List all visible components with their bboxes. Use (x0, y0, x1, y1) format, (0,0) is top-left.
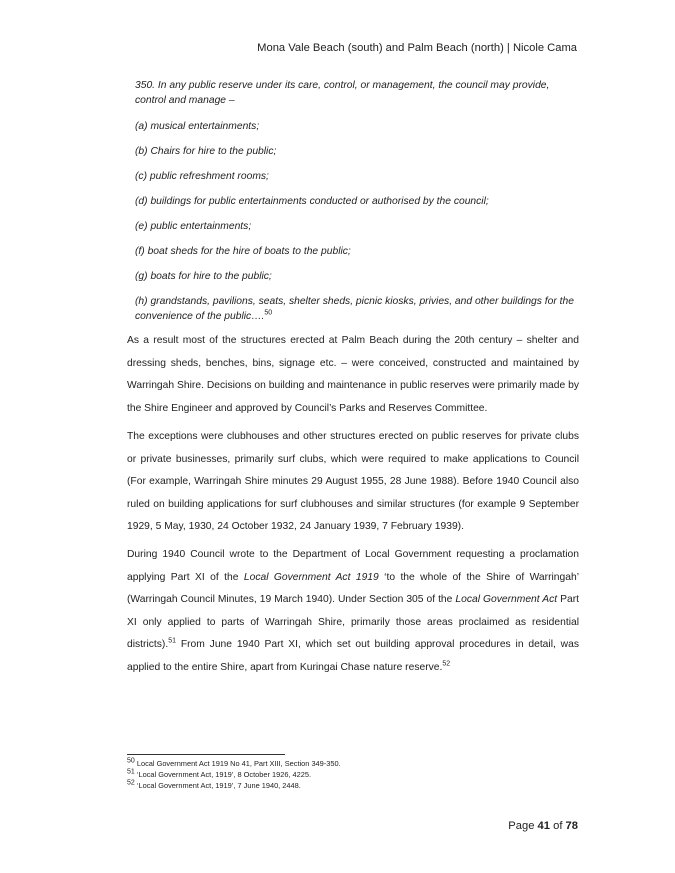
footnote-number: 50 (127, 757, 135, 765)
quote-item-h (135, 295, 575, 324)
paragraph-3-text-4: From June 1940 Part XI, which set out building approval procedures in detail, was applied to the entire Shire, apart from Kuringai Chase nature reserve. (127, 639, 579, 673)
page-number: 41 (537, 820, 550, 832)
footnote-text: ‘Local Government Act, 1919’, 7 June 1940, 2448. (134, 781, 301, 790)
footnote-number: 52 (127, 779, 135, 787)
footnote-text: ‘Local Government Act, 1919’, 8 October 1926, 4225. (134, 770, 312, 779)
quote-item-a: (a) musical entertainments; (135, 121, 260, 132)
quote-item-c: (c) public refreshment rooms; (135, 171, 269, 182)
footnote-52 (127, 781, 301, 792)
quote-item-h-text: (h) grandstands, pavilions, seats, shelter sheds, picnic kiosks, privies, and other buildings for the convenience of the public…. (135, 296, 574, 322)
footnote-ref-51[interactable]: 51 (168, 637, 176, 645)
footnote-divider (127, 754, 285, 755)
page-label: Page (508, 820, 538, 832)
footnote-ref-52[interactable]: 52 (442, 660, 451, 668)
act-title-italic-2: Local Government Act (455, 594, 558, 605)
page-of-label: of (550, 820, 566, 832)
paragraph-3-text-1: During 1940 Council wrote to the Department of Local Government requesting a proclamation applying Part XI of the (127, 549, 579, 583)
footnote-ref-50[interactable]: 50 (264, 309, 273, 317)
footnote-text: Local Government Act 1919 No 41, Part XIII, Section 349-350. (134, 759, 341, 768)
quote-item-f: (f) boat sheds for the hire of boats to the public; (135, 246, 351, 257)
paragraph-1: As a result most of the structures erected at Palm Beach during the 20th century – shelter and dressing sheds, benches, bins, signage etc. – were conceived, constructed and maintained by Warringah Shire. Decisions on building and maintenance in public reserves were primarily made by the Shire Engineer and approved by Council’s Parks and Reserves Committee. (127, 335, 579, 414)
footnote-51 (127, 770, 311, 781)
footnote-number: 51 (127, 768, 135, 776)
footnote-50 (127, 759, 341, 770)
quote-item-d: (d) buildings for public entertainments conducted or authorised by the council; (135, 196, 489, 207)
paragraph-3 (127, 544, 579, 679)
paragraph-2: The exceptions were clubhouses and other structures erected on public reserves for private clubs or private businesses, primarily surf clubs, which were required to make applications to Council (For example, Warringah Shire minutes 29 August 1955, 28 June 1988). Before 1940 Council also ruled on building applications for surf clubhouses and similar structures (for example 9 September 1929, 5 May, 1930, 24 October 1932, 24 January 1939, 7 February 1939). (127, 431, 579, 532)
quote-intro: 350. In any public reserve under its care, control, or management, the council may provide, control and manage – (135, 80, 550, 106)
quote-item-b: (b) Chairs for hire to the public; (135, 146, 277, 157)
paragraph-3-text-2: ‘to the whole of the Shire of Warringah’ (Warringah Council Minutes, 19 March 1940). Under Section 305 of the (127, 571, 579, 605)
paragraph-3-text-3: Part XI only applied to parts of Warringah Shire, primarily those areas proclaimed as residential districts). (127, 594, 579, 650)
running-header: Mona Vale Beach (south) and Palm Beach (north) | Nicole Cama (257, 42, 577, 54)
total-pages: 78 (565, 820, 578, 832)
page-footer (508, 820, 578, 832)
quote-item-g: (g) boats for hire to the public; (135, 271, 272, 282)
quote-item-e: (e) public entertainments; (135, 221, 252, 232)
act-title-italic: Local Government Act 1919 (243, 571, 379, 583)
